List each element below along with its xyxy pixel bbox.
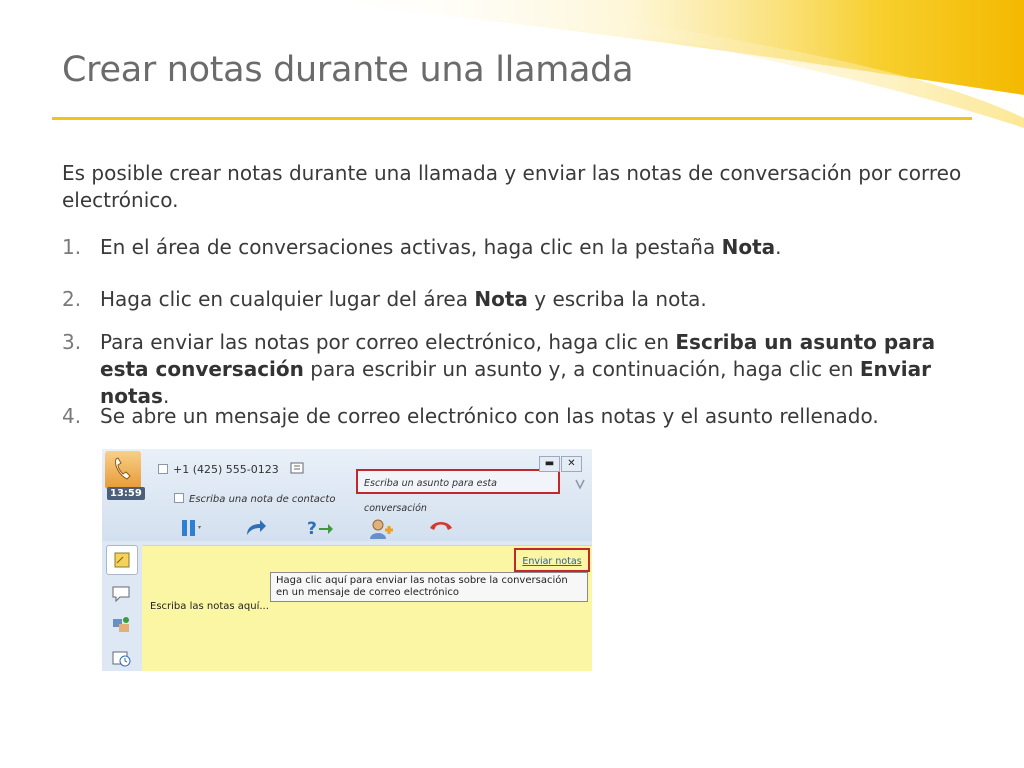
participant-checkbox[interactable] [158,464,168,474]
tab-schedule[interactable] [106,643,136,671]
expand-icon[interactable] [574,477,586,491]
tab-im[interactable] [106,579,136,607]
step-text: Se abre un mensaje de correo electrónico con las notas y el asunto rellenado. [100,404,879,428]
calendar-clock-icon [106,643,136,671]
contact-note-field[interactable]: Escriba una nota de contacto [189,494,336,505]
send-notes-tooltip: Haga clic aquí para enviar las notas sobre la conversación en un mensaje de correo electrónico [270,572,588,602]
contact-card-icon[interactable] [290,461,306,475]
step-text: . [162,384,170,408]
step-number: 3. [62,330,82,354]
step-text: Haga clic en cualquier lugar del área [100,287,475,311]
svg-text:?: ? [307,519,317,539]
conversation-tabs [106,545,140,671]
slide-title: Crear notas durante una llamada [62,50,634,90]
step-2 [62,286,982,313]
step-number: 1. [62,235,82,259]
step-bold: Escriba un asunto para esta conversación [100,330,936,381]
step-4 [62,403,982,430]
step-text: Para enviar las notas por correo electrónico, haga clic en [100,330,676,354]
participant-row [158,461,306,476]
step-number: 4. [62,404,82,428]
tab-sharing[interactable] [106,611,136,639]
step-text: . [775,235,782,259]
window-controls [538,451,582,472]
phone-tab[interactable] [105,451,141,489]
subject-input[interactable]: Escriba un asunto para esta conversación [356,469,560,494]
step-bold: Nota [474,287,528,311]
add-participant-icon[interactable] [368,517,394,541]
step-3 [62,329,982,410]
notes-area[interactable] [142,545,592,671]
intro-text: Es posible crear notas durante una llamada y enviar las notas de conversación por correo electrónico. [62,161,962,212]
hold-icon[interactable] [178,517,202,539]
step-text: para escribir un asunto y, a continuación, haga clic en [303,357,860,381]
tab-notes[interactable] [106,545,138,575]
step-text: y escriba la nota. [527,287,707,311]
minimize-button[interactable]: ▬ [539,456,560,472]
phone-icon [105,451,141,489]
step-number: 2. [62,287,82,311]
send-notes-link[interactable]: Enviar notas [514,548,590,572]
end-call-icon[interactable] [428,517,454,535]
note-checkbox[interactable] [174,493,184,503]
share-icon [106,611,136,639]
chat-bubble-icon [106,579,136,607]
close-button[interactable]: ✕ [561,456,582,472]
phone-number: +1 (425) 555-0123 [173,463,279,476]
consult-icon[interactable] [306,517,334,539]
call-timer: 13:59 [107,487,145,500]
step-1 [62,234,982,261]
step-bold: Enviar notas [100,357,931,408]
transfer-icon[interactable] [244,517,268,539]
conversation-window-screenshot [102,449,592,671]
notes-input[interactable]: Escriba las notas aquí... [150,601,269,612]
note-icon [107,546,137,574]
step-bold: Nota [721,235,776,259]
step-text: En el área de conversaciones activas, haga clic en la pestaña [100,235,722,259]
contact-note-row [174,493,335,505]
title-divider [52,117,972,120]
